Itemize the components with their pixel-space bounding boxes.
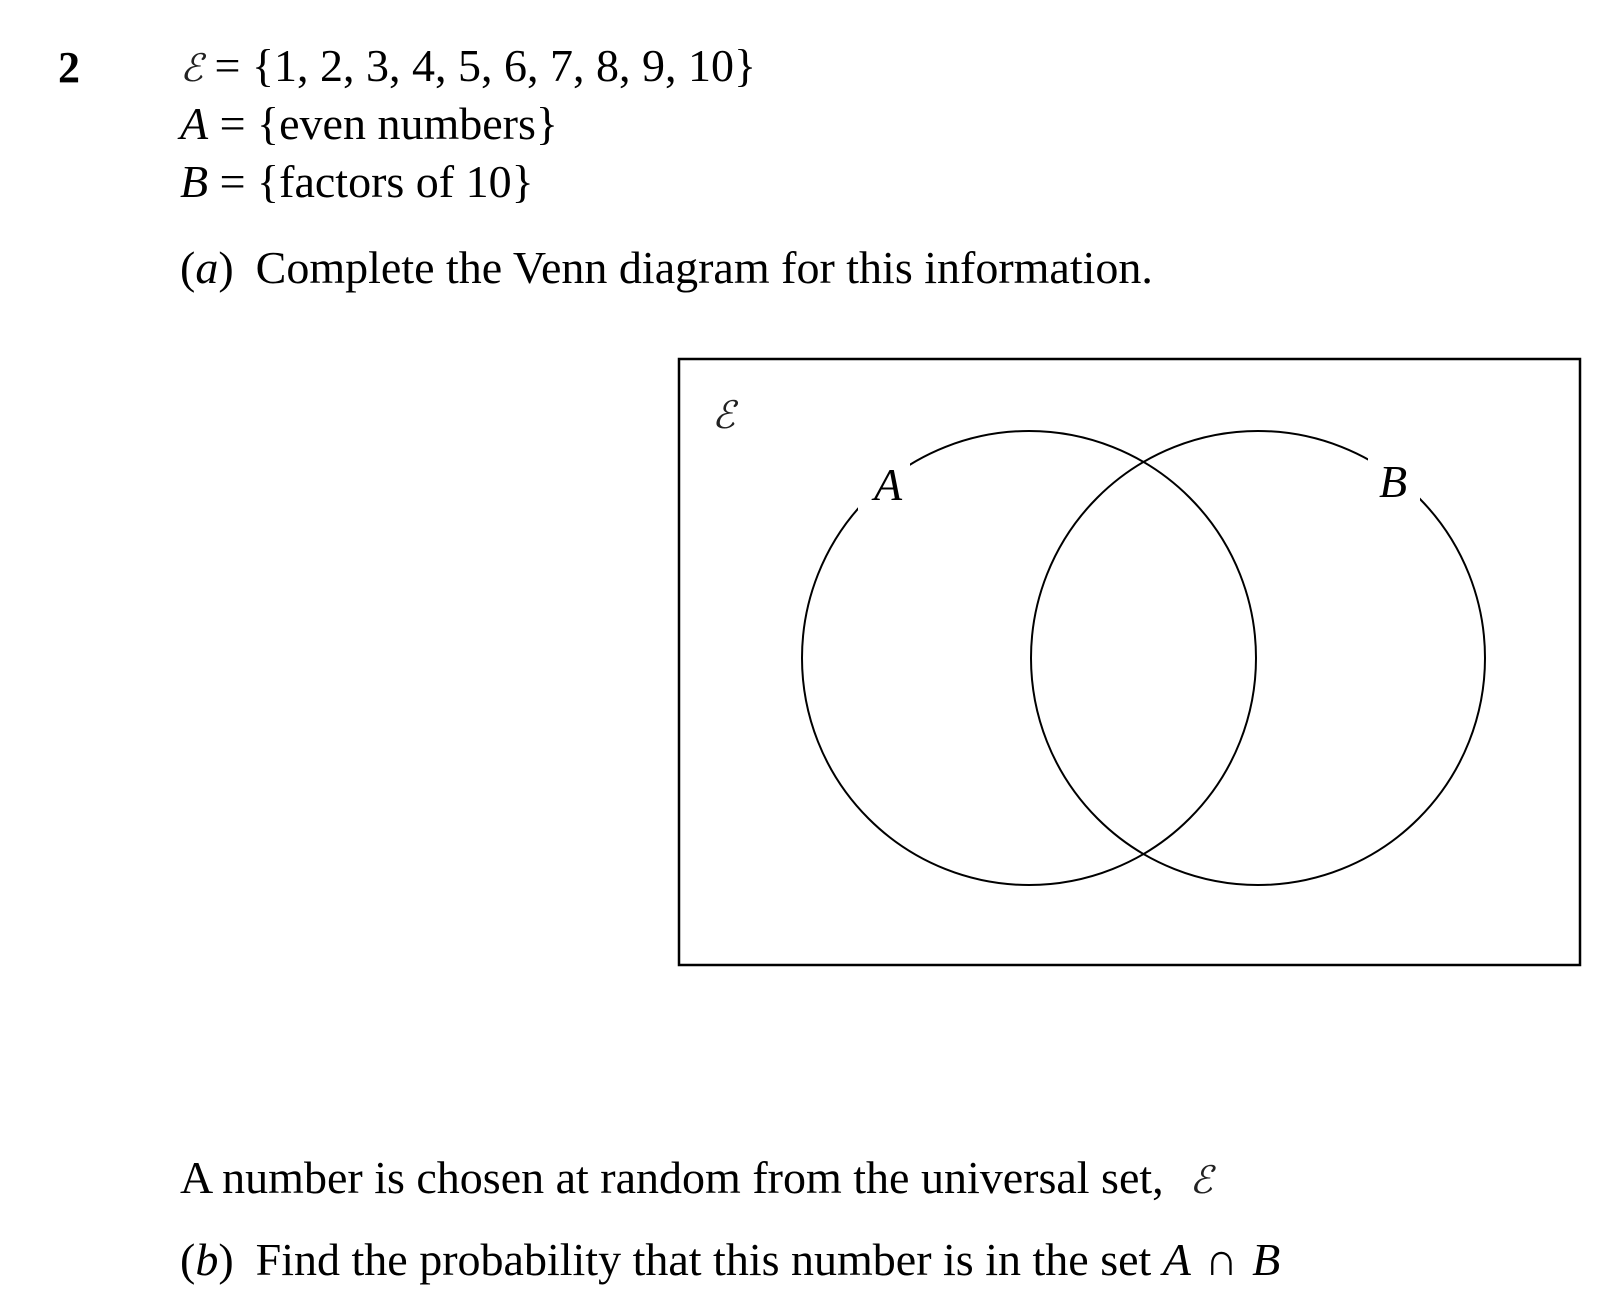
circle-b-label: B <box>1379 456 1408 507</box>
universal-set-elements: = {1, 2, 3, 4, 5, 6, 7, 8, 9, 10} <box>203 40 757 91</box>
part-a-label: (a) <box>180 242 234 293</box>
universal-set-symbol-inline: ℰ <box>1189 1158 1213 1202</box>
part-a-text: Complete the Venn diagram for this information. <box>255 242 1153 293</box>
part-b-label: (b) <box>180 1234 234 1285</box>
part-b-set-a: A <box>1162 1234 1191 1285</box>
set-a-name: A <box>180 98 209 149</box>
part-b-set-b: B <box>1252 1234 1281 1285</box>
venn-universal-label: ℰ <box>712 395 736 437</box>
intersection-operator: ∩ <box>1204 1234 1239 1285</box>
universal-set-box <box>679 359 1580 965</box>
question-number: 2 <box>58 43 80 92</box>
universal-set-symbol: ℰ <box>180 46 204 90</box>
set-b-name: B <box>180 156 209 207</box>
random-selection-statement <box>180 1150 1213 1208</box>
random-selection-text: A number is chosen at random from the universal set, <box>180 1152 1164 1203</box>
circle-a-label: A <box>874 459 903 510</box>
set-a-elements: = {even numbers} <box>208 98 558 149</box>
set-b-elements: = {factors of 10} <box>208 156 534 207</box>
part-b-question <box>180 1232 1280 1288</box>
part-b-text: Find the probability that this number is in the set <box>255 1234 1163 1285</box>
